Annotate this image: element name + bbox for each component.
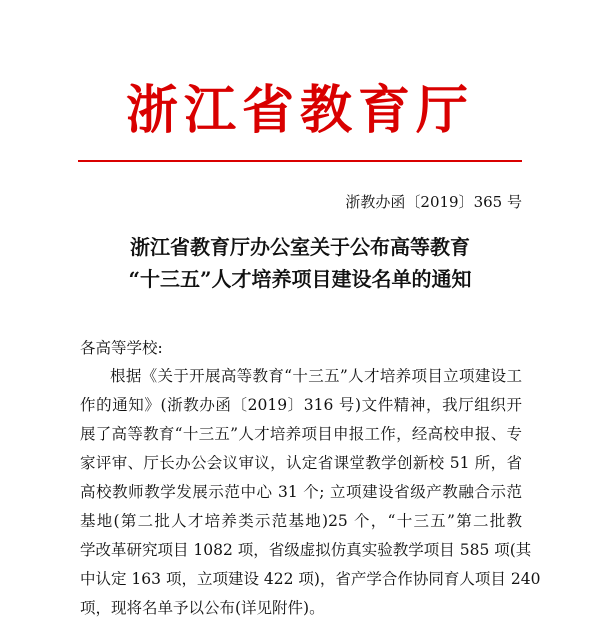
body-line: 家评审、厅长办公会议审议，认定省课堂教学创新校 51 所，省 (80, 454, 522, 472)
body-line: 根据《关于开展高等教育“十三五”人才培养项目立项建设工 (110, 367, 522, 385)
body-line: 作的通知》(浙教办函〔2019〕316 号)文件精神，我厅组织开 (80, 396, 522, 414)
body-line: 项，现将名单予以公布(详见附件)。 (80, 599, 325, 617)
body-line: 展了高等教育“十三五”人才培养项目申报工作，经高校申报、专 (80, 425, 522, 443)
agency-header-title: 浙江省教育厅 (125, 81, 474, 141)
document-title-line-2: “十三五”人才培养项目建设名单的通知 (128, 267, 472, 291)
body-line: 中认定 163 项，立项建设 422 项)，省产学合作协同育人项目 240 (80, 570, 541, 588)
red-divider-line (78, 160, 522, 162)
body-line: 学改革研究项目 1082 项，省级虚拟仿真实验教学项目 585 项(其 (80, 541, 532, 559)
body-paragraph (80, 362, 541, 623)
body-line: 高校教师教学发展示范中心 31 个; 立项建设省级产教融合示范 (80, 483, 522, 501)
document-title-line-1: 浙江省教育厅办公室关于公布高等教育 (130, 235, 470, 259)
body-line: 基地(第二批人才培养类示范基地)25 个，“十三五”第二批教 (80, 512, 522, 530)
document-title (0, 231, 600, 295)
salutation: 各高等学校: (80, 339, 163, 357)
document-number: 浙教办函〔2019〕365 号 (345, 193, 522, 211)
